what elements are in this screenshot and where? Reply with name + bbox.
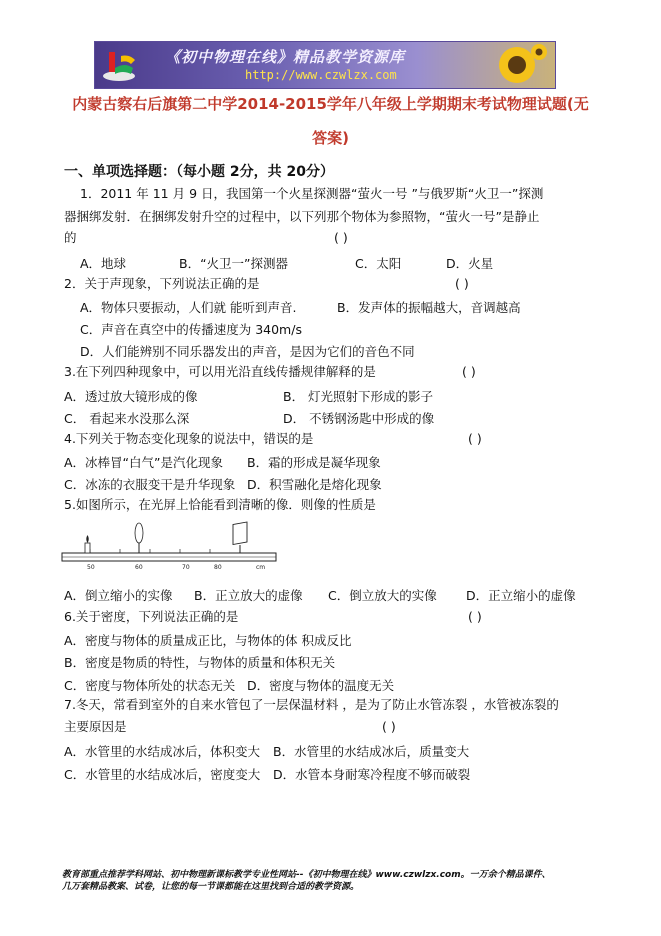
question-4-stem: 4.下列关于物态变化现象的说法中，错误的是: [64, 431, 314, 446]
question-3-option-d: D． 不锈钢汤匙中形成的像: [283, 411, 435, 426]
axis-tick-label: 50: [87, 564, 95, 571]
convex-lens-icon: [135, 523, 143, 553]
question-5-option-a: A．倒立缩小的实像: [64, 588, 173, 603]
axis-unit-label: cm: [256, 564, 266, 571]
axis-tick-label: 70: [182, 564, 190, 571]
answer-bracket: ( ): [382, 719, 396, 734]
question-1-option-c: C．太阳: [355, 256, 402, 271]
banner-url[interactable]: http://www.czwlzx.com: [245, 68, 397, 82]
question-6-option-d: D．密度与物体的温度无关: [247, 678, 395, 693]
question-2-option-b: B．发声体的振幅越大，音调越高: [337, 300, 521, 315]
question-2-stem: 2．关于声现象，下列说法正确的是: [64, 276, 260, 291]
question-6-option-c: C．密度与物体所处的状态无关: [64, 678, 236, 693]
question-7-option-d: D．水管本身耐寒冷程度不够而破裂: [273, 767, 471, 782]
question-4-option-b: B．霜的形成是凝华现象: [247, 455, 381, 470]
question-2-option-c: C．声音在真空中的传播速度为 340m/s: [80, 322, 302, 337]
question-5-stem: 5.如图所示，在光屏上恰能看到清晰的像．则像的性质是: [64, 497, 376, 512]
question-1-option-b: B．“火卫一”探测器: [179, 256, 289, 271]
footer-promo-line2: 几万套精品教案、试卷，让您的每一节课都能在这里找到合适的教学资源。: [62, 882, 360, 892]
question-2-option-a: A．物体只要振动，人们就 能听到声音.: [80, 300, 297, 315]
question-7-option-c: C．水管里的水结成冰后，密度变大: [64, 767, 261, 782]
axis-tick-label: 80: [214, 564, 222, 571]
light-screen-icon: [233, 522, 247, 553]
document-title-continued: 答案): [312, 129, 349, 147]
question-1-option-d: D．火星: [446, 256, 494, 271]
question-6-option-a: A．密度与物体的质量成正比，与物体的体 积成反比: [64, 633, 352, 648]
answer-bracket: ( ): [462, 364, 476, 379]
question-5-option-b: B．正立放大的虚像: [194, 588, 303, 603]
question-6-option-b: B．密度是物质的特性，与物体的质量和体积无关: [64, 655, 336, 670]
question-2-option-d: D．人们能辨别不同乐器发出的声音，是因为它们的音色不同: [80, 344, 415, 359]
question-1-stem-line2: 器捆绑发射．在捆绑发射升空的过程中，以下列那个物体为参照物，“萤火一号”是静止: [64, 209, 540, 224]
question-6-stem: 6.关于密度，下列说法正确的是: [64, 609, 239, 624]
question-5-option-c: C．倒立放大的实像: [328, 588, 437, 603]
question-1-stem-line3: 的: [64, 230, 77, 245]
question-7-option-b: B．水管里的水结成冰后，质量变大: [273, 744, 470, 759]
site-logo-icon: [101, 46, 141, 84]
question-4-option-c: C．冰冻的衣服变干是升华现象: [64, 477, 236, 492]
section-heading: 一、单项选择题：（每小题 2分，共 20分）: [64, 164, 334, 180]
footer-promo-line1: 教育部重点推荐学科网站、初中物理新课标教学专业性网站--《初中物理在线》www.czwlzx.com。一万余个精品课件、: [62, 870, 551, 880]
question-5-option-d: D．正立缩小的虚像: [466, 588, 576, 603]
question-1-option-a: A．地球: [80, 256, 127, 271]
question-4-option-d: D．积雪融化是熔化现象: [247, 477, 382, 492]
question-4-option-a: A．冰棒冒“白气”是汽化现象: [64, 455, 224, 470]
question-7-stem-line2: 主要原因是: [64, 719, 127, 734]
question-3-stem: 3.在下列四种现象中，可以用光沿直线传播规律解释的是: [64, 364, 376, 379]
question-1-stem: 1．2011 年 11 月 9 日，我国第一个火星探测器“萤火一号 ”与俄罗斯“火卫一”探测: [80, 186, 544, 201]
answer-bracket: ( ): [455, 276, 469, 291]
question-7-stem: 7.冬天，常看到室外的自来水管包了一层保温材料 ，是为了防止水管冻裂 ，水管被冻裂的: [64, 697, 559, 712]
answer-bracket: ( ): [468, 609, 482, 624]
candle-icon: [85, 535, 90, 553]
question-7-option-a: A．水管里的水结成冰后，体积变大: [64, 744, 261, 759]
question-3-option-c: C． 看起来水没那么深: [64, 411, 190, 426]
question-3-option-a: A．透过放大镜形成的像: [64, 389, 198, 404]
header-banner: [94, 41, 556, 89]
answer-bracket: ( ): [468, 431, 482, 446]
sunflower-icon: [487, 44, 547, 86]
document-title: 内蒙古察右后旗第二中学2014-2015学年八年级上学期期末考试物理试题(无: [72, 95, 589, 113]
axis-tick-label: 60: [135, 564, 143, 571]
optical-bench-diagram: [60, 519, 280, 581]
banner-title: 《初中物理在线》精品教学资源库: [165, 48, 406, 66]
question-3-option-b: B． 灯光照射下形成的影子: [283, 389, 434, 404]
answer-bracket: ( ): [334, 230, 348, 245]
